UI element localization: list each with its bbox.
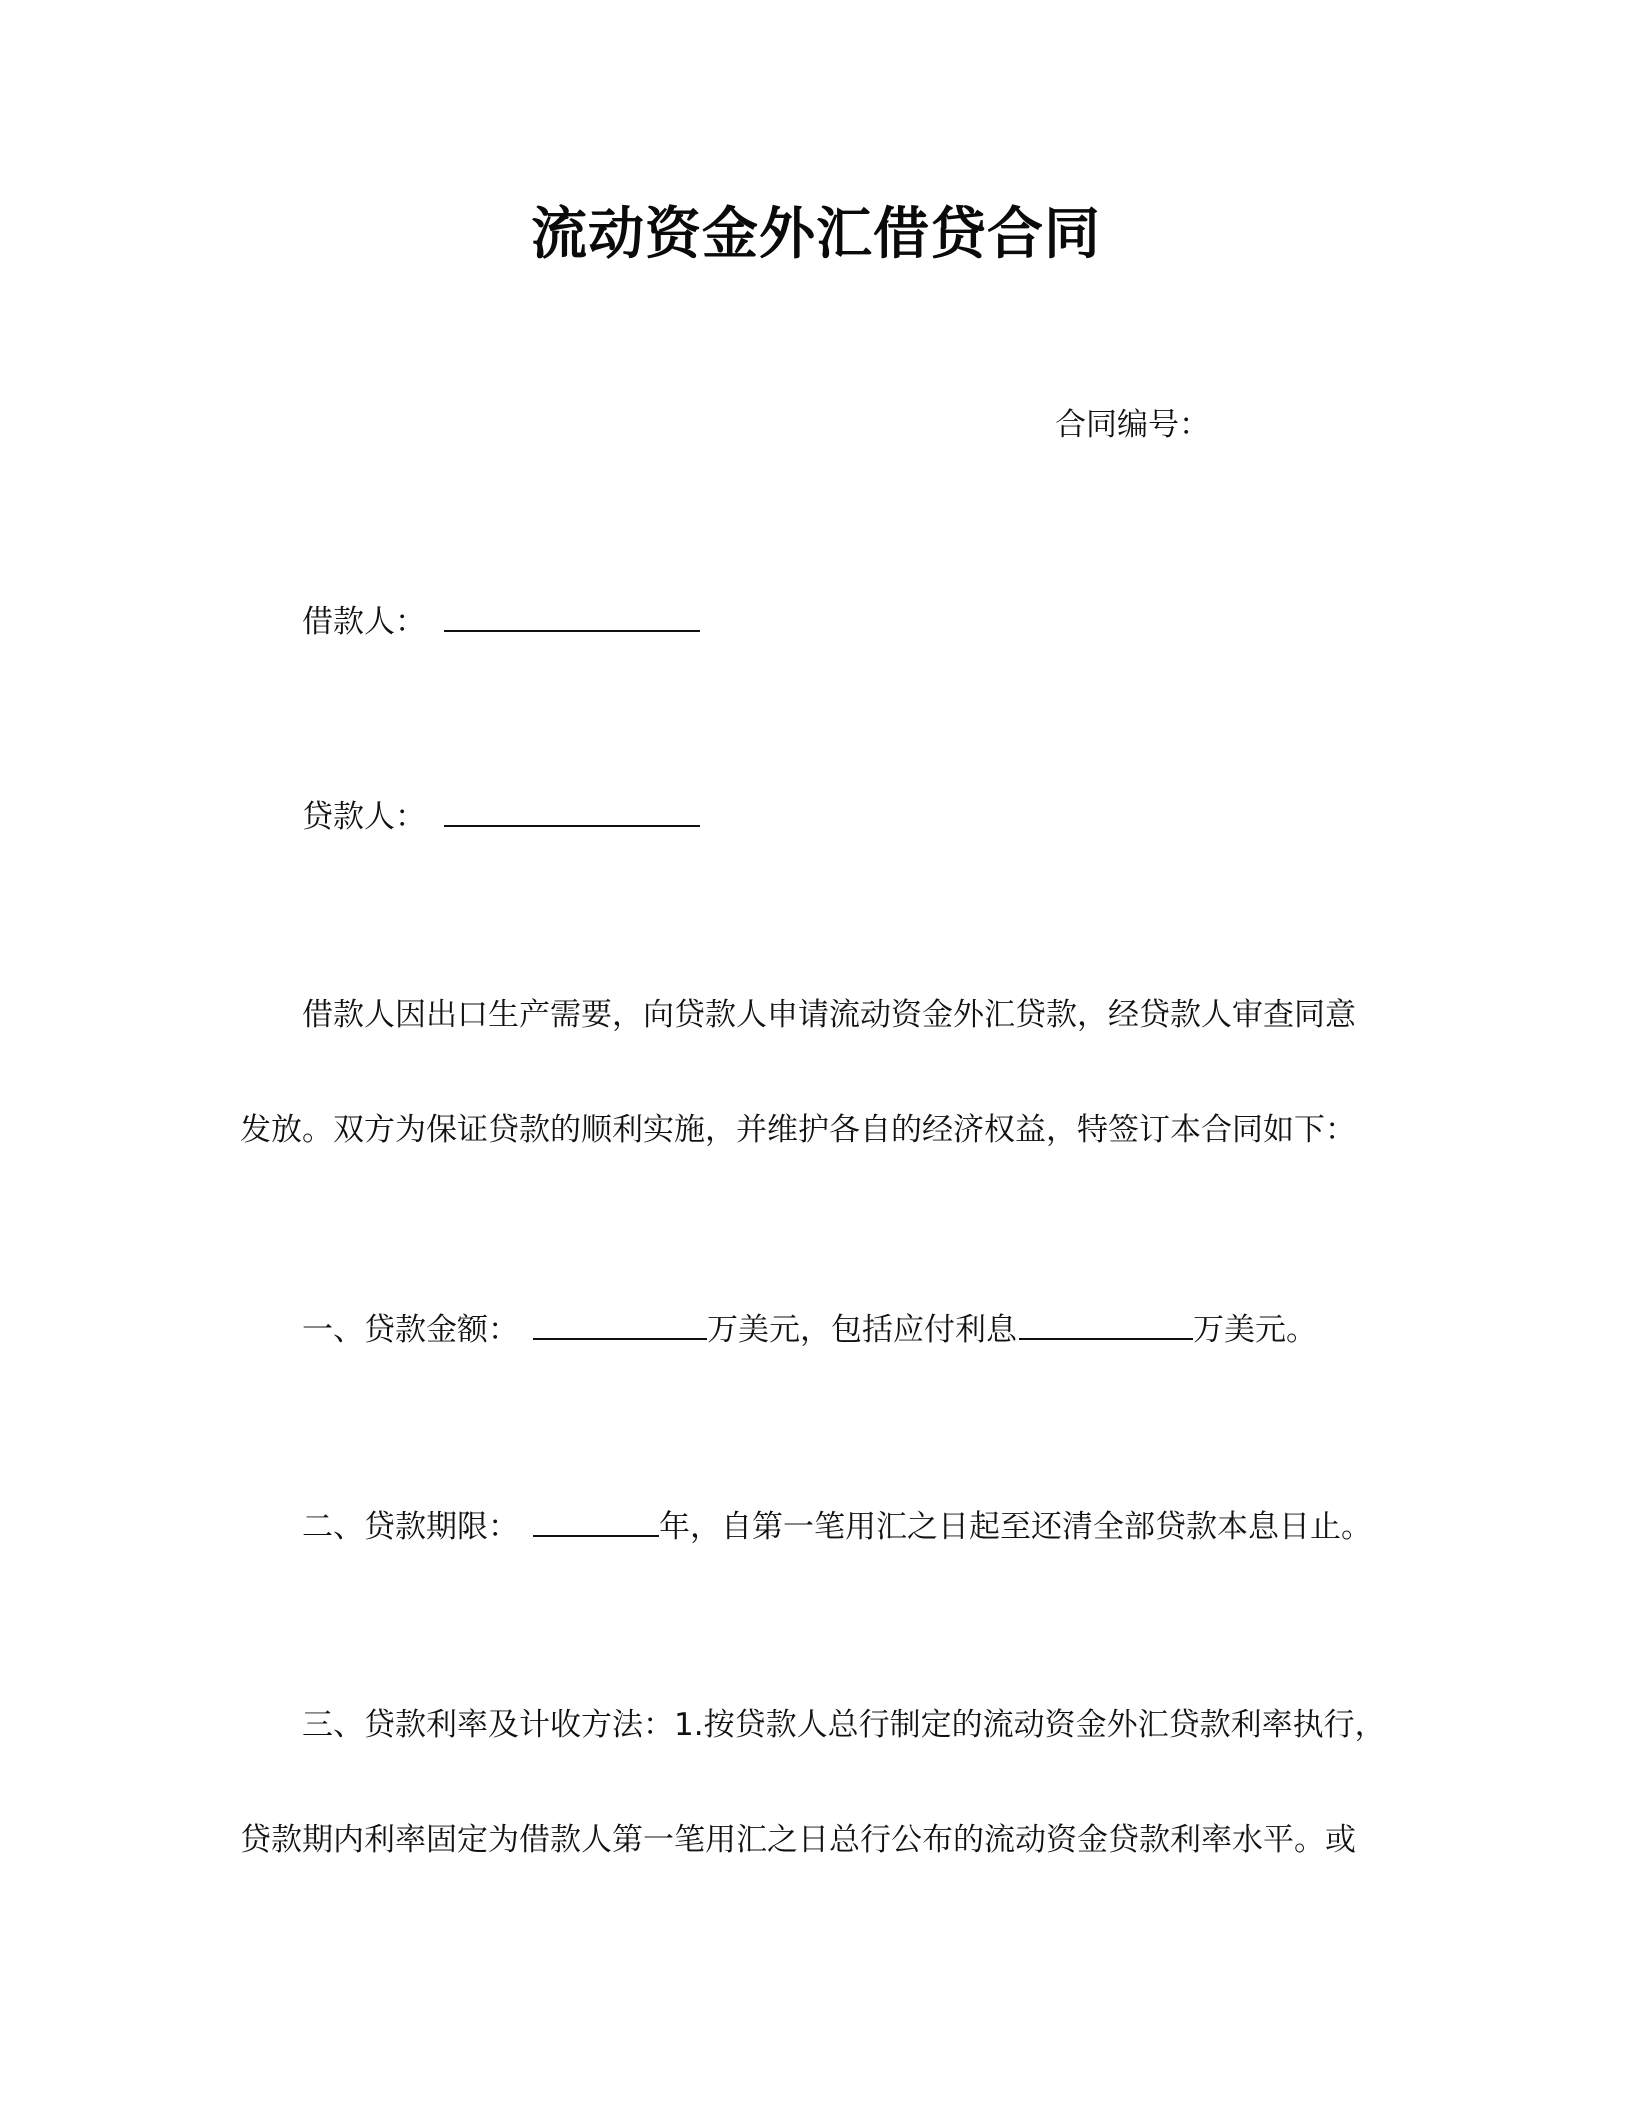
lender-blank xyxy=(444,795,700,827)
loan-amount-blank xyxy=(533,1308,707,1340)
clause-2-rest: 年，自第一笔用汇之日起至还清全部贷款本息日止。 xyxy=(659,1509,1372,1545)
clause-1-label: 一、贷款金额： xyxy=(302,1312,519,1348)
document-title: 流动资金外汇借贷合同 xyxy=(531,202,1101,267)
lender-label: 贷款人： xyxy=(302,799,426,835)
clause-interest-line-1: 三、贷款利率及计收方法：1.按贷款人总行制定的流动资金外汇贷款利率执行， xyxy=(302,1707,1386,1743)
clause-2-label: 二、贷款期限： xyxy=(302,1509,519,1545)
interest-amount-blank xyxy=(1019,1308,1193,1340)
borrower-blank xyxy=(444,600,700,632)
intro-paragraph-line-1: 借款人因出口生产需要，向贷款人申请流动资金外汇贷款，经贷款人审查同意 xyxy=(302,997,1356,1033)
clause-1-unit: 万美元，包括应付利息 xyxy=(707,1312,1017,1348)
clause-interest-line-2: 贷款期内利率固定为借款人第一笔用汇之日总行公布的流动资金贷款利率水平。或 xyxy=(240,1822,1356,1858)
borrower-line xyxy=(302,600,700,642)
contract-number-label: 合同编号： xyxy=(1055,407,1210,443)
clause-loan-amount xyxy=(302,1308,1317,1350)
intro-paragraph-line-2: 发放。双方为保证贷款的顺利实施，并维护各自的经济权益，特签订本合同如下： xyxy=(240,1112,1356,1148)
lender-line xyxy=(302,795,700,837)
borrower-label: 借款人： xyxy=(302,604,426,640)
loan-term-blank xyxy=(533,1505,659,1537)
clause-1-unit-end: 万美元。 xyxy=(1193,1312,1317,1348)
clause-loan-term xyxy=(302,1505,1372,1547)
